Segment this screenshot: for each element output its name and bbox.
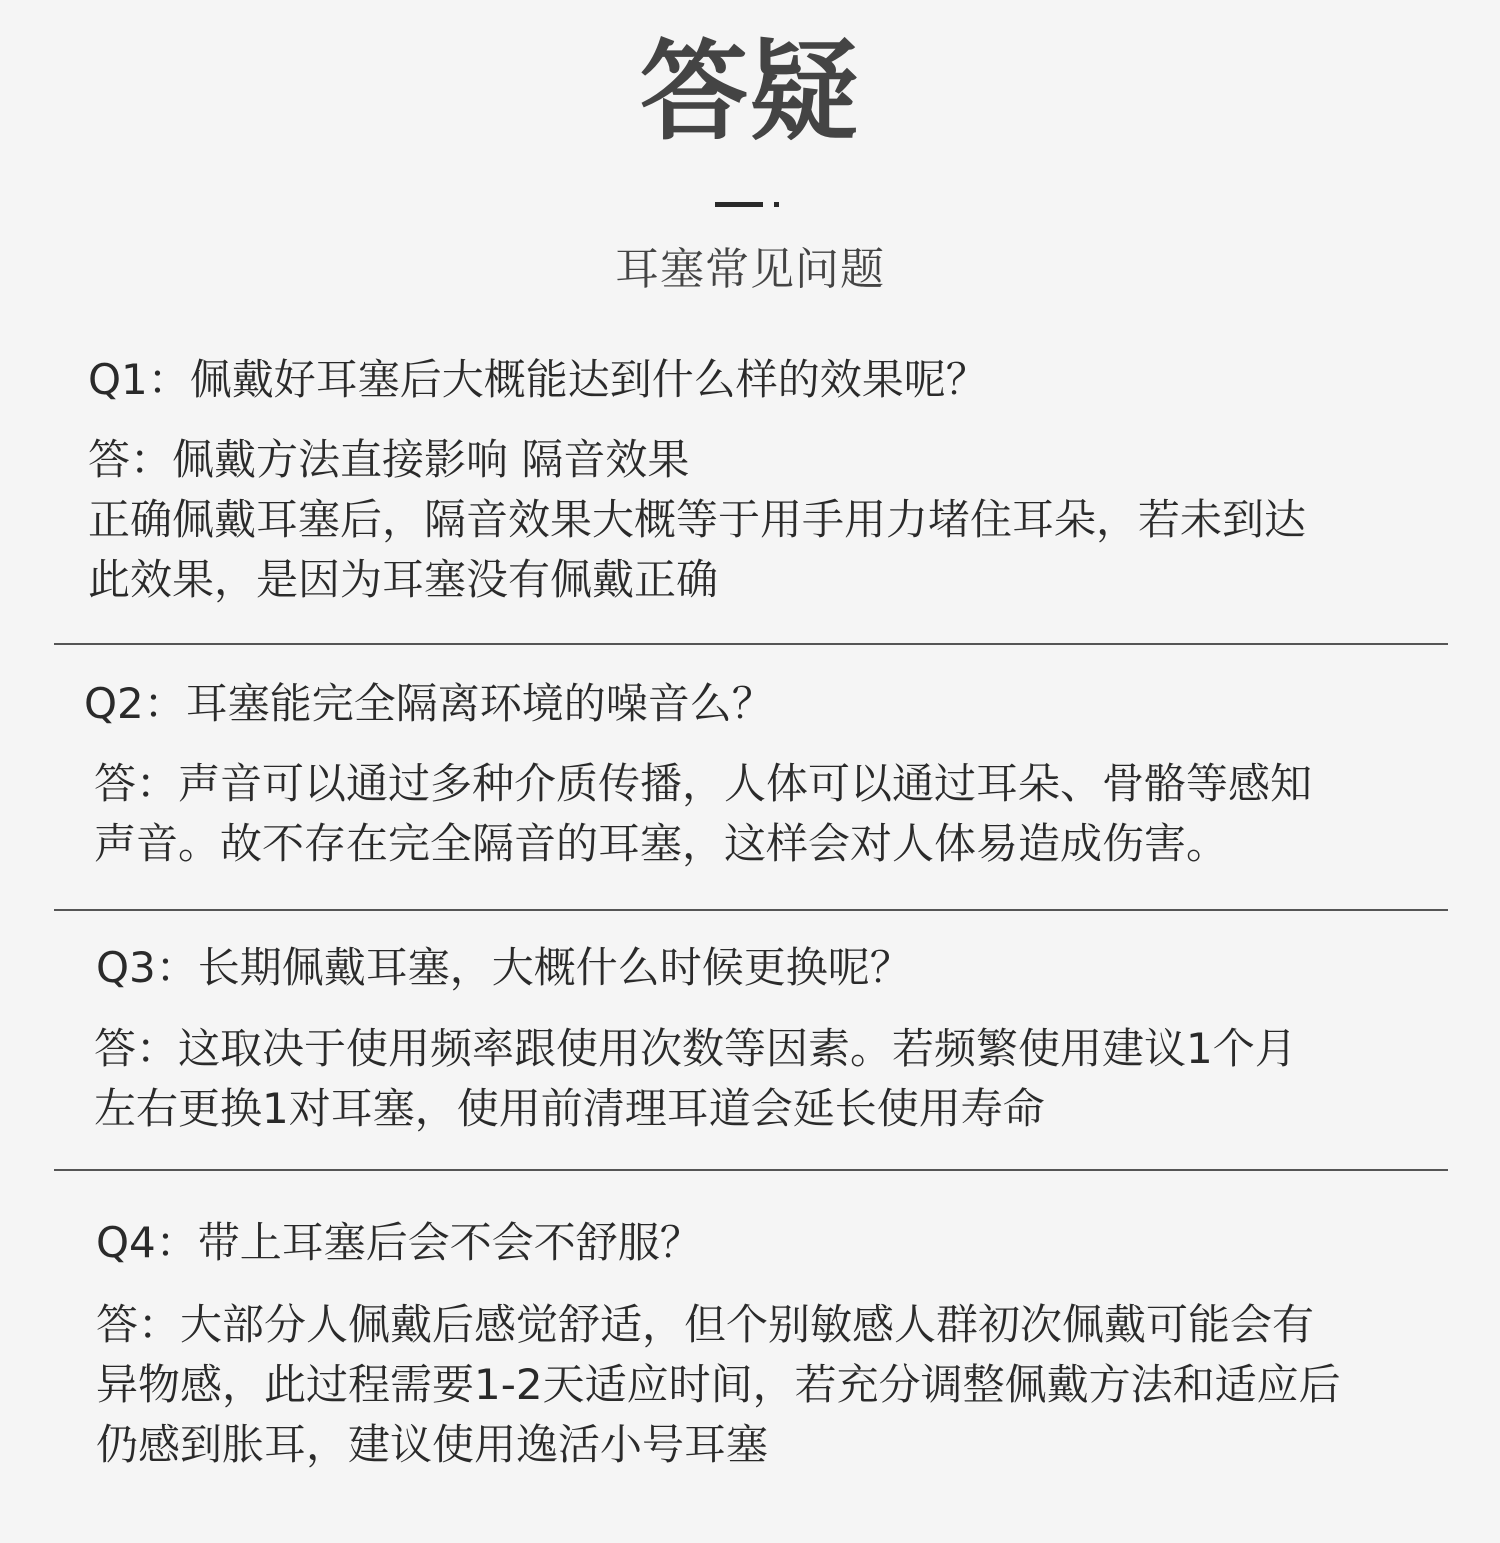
faq-answer-line: 答：声音可以通过多种介质传播，人体可以通过耳朵、骨骼等感知 [94,759,1313,808]
faq-question: Q1：佩戴好耳塞后大概能达到什么样的效果呢？ [88,355,988,404]
faq-divider [54,1169,1448,1171]
faq-answer-line: 仍感到胀耳，建议使用逸活小号耳塞 [96,1420,769,1469]
faq-answer [96,1295,1341,1475]
faq-divider [54,909,1448,911]
faq-answer-line: 答：大部分人佩戴后感觉舒适，但个别敏感人群初次佩戴可能会有 [96,1300,1315,1349]
faq-answer-line: 此效果，是因为耳塞没有佩戴正确 [88,555,719,604]
faq-answer-line: 异物感，此过程需要1-2天适应时间，若充分调整佩戴方法和适应后 [96,1360,1341,1409]
faq-answer-line: 答：这取决于使用频率跟使用次数等因素。若频繁使用建议1个月 [94,1024,1297,1073]
faq-divider [54,643,1448,645]
faq-answer-line: 答：佩戴方法直接影响 隔音效果 [88,435,690,484]
faq-answer-line: 声音。故不存在完全隔音的耳塞，这样会对人体易造成伤害。 [94,819,1229,868]
faq-answer [94,754,1312,874]
faq-answer-line: 左右更换1对耳塞，使用前清理耳道会延长使用寿命 [94,1084,1045,1133]
faq-question: Q3：长期佩戴耳塞，大概什么时候更换呢？ [96,943,912,992]
page-title: 答疑 [639,30,860,155]
faq-question: Q2：耳塞能完全隔离环境的噪音么？ [84,679,774,728]
page-subtitle: 耳塞常见问题 [615,244,885,295]
title-divider-dot [774,202,779,207]
faq-answer [88,430,1306,610]
faq-answer-line: 正确佩戴耳塞后，隔音效果大概等于用手用力堵住耳朵，若未到达 [88,495,1307,544]
faq-question: Q4：带上耳塞后会不会不舒服？ [96,1218,702,1267]
title-divider [715,202,763,207]
faq-answer [94,1019,1297,1139]
